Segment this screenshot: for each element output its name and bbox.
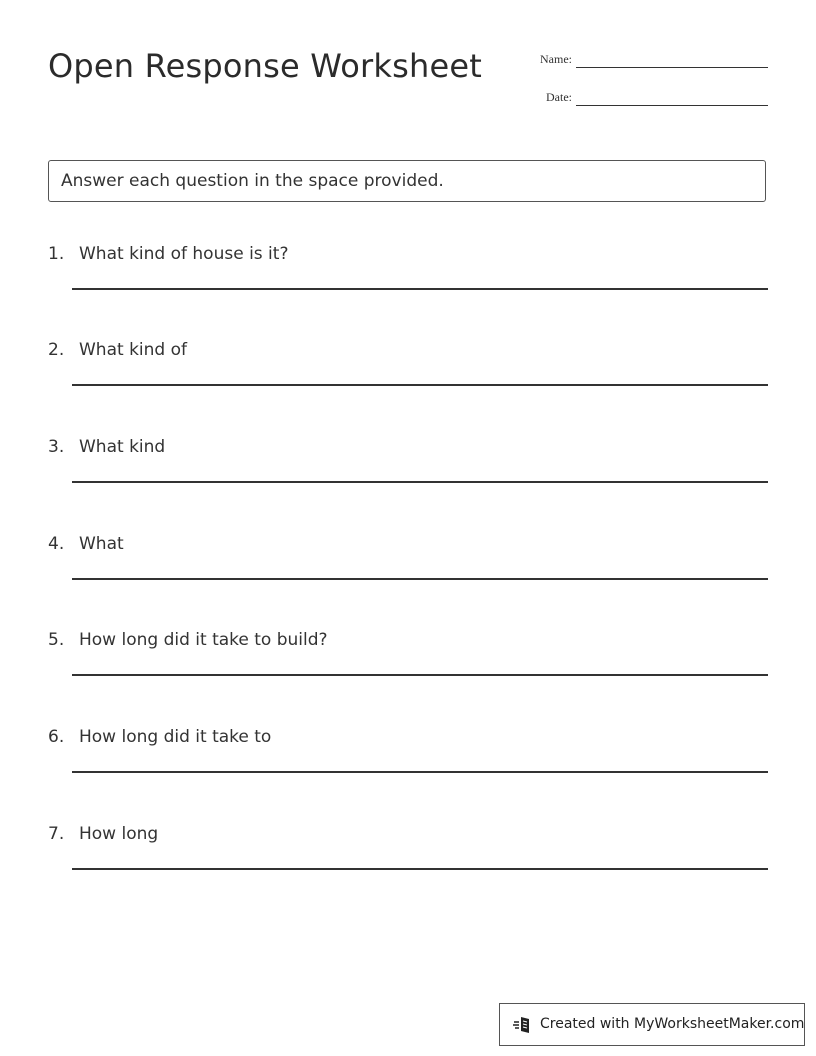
question-item (48, 244, 768, 304)
question-number: 2. (48, 340, 65, 360)
question-item (48, 340, 768, 400)
footer-badge[interactable] (499, 1003, 805, 1046)
instructions-box (48, 160, 766, 202)
name-field[interactable] (530, 52, 768, 72)
question-text: What kind of (79, 340, 187, 360)
question-number: 5. (48, 630, 65, 650)
question-text: How long did it take to build? (79, 630, 328, 650)
answer-line[interactable] (72, 771, 768, 773)
instructions-text: Answer each question in the space provided. (61, 171, 444, 191)
question-text: What (79, 534, 124, 554)
date-label: Date: (546, 90, 572, 104)
answer-line[interactable] (72, 481, 768, 483)
answer-line[interactable] (72, 578, 768, 580)
answer-line[interactable] (72, 384, 768, 386)
question-number: 6. (48, 727, 65, 747)
question-number: 4. (48, 534, 65, 554)
name-label: Name: (540, 52, 572, 66)
question-text: What kind (79, 437, 166, 457)
question-item (48, 630, 768, 690)
question-item (48, 727, 768, 787)
name-input-line[interactable] (576, 67, 768, 68)
question-number: 1. (48, 244, 65, 264)
question-item (48, 437, 768, 497)
date-input-line[interactable] (576, 105, 768, 106)
question-item (48, 824, 768, 884)
page-title: Open Response Worksheet (48, 47, 483, 85)
footer-text[interactable]: Created with MyWorksheetMaker.com (540, 1016, 805, 1032)
question-item (48, 534, 768, 594)
answer-line[interactable] (72, 674, 768, 676)
question-text: How long (79, 824, 159, 844)
question-number: 3. (48, 437, 65, 457)
worksheet-maker-logo-icon (512, 1014, 534, 1036)
answer-line[interactable] (72, 288, 768, 290)
date-field[interactable] (530, 90, 768, 110)
question-text: What kind of house is it? (79, 244, 289, 264)
question-number: 7. (48, 824, 65, 844)
answer-line[interactable] (72, 868, 768, 870)
question-text: How long did it take to (79, 727, 272, 747)
